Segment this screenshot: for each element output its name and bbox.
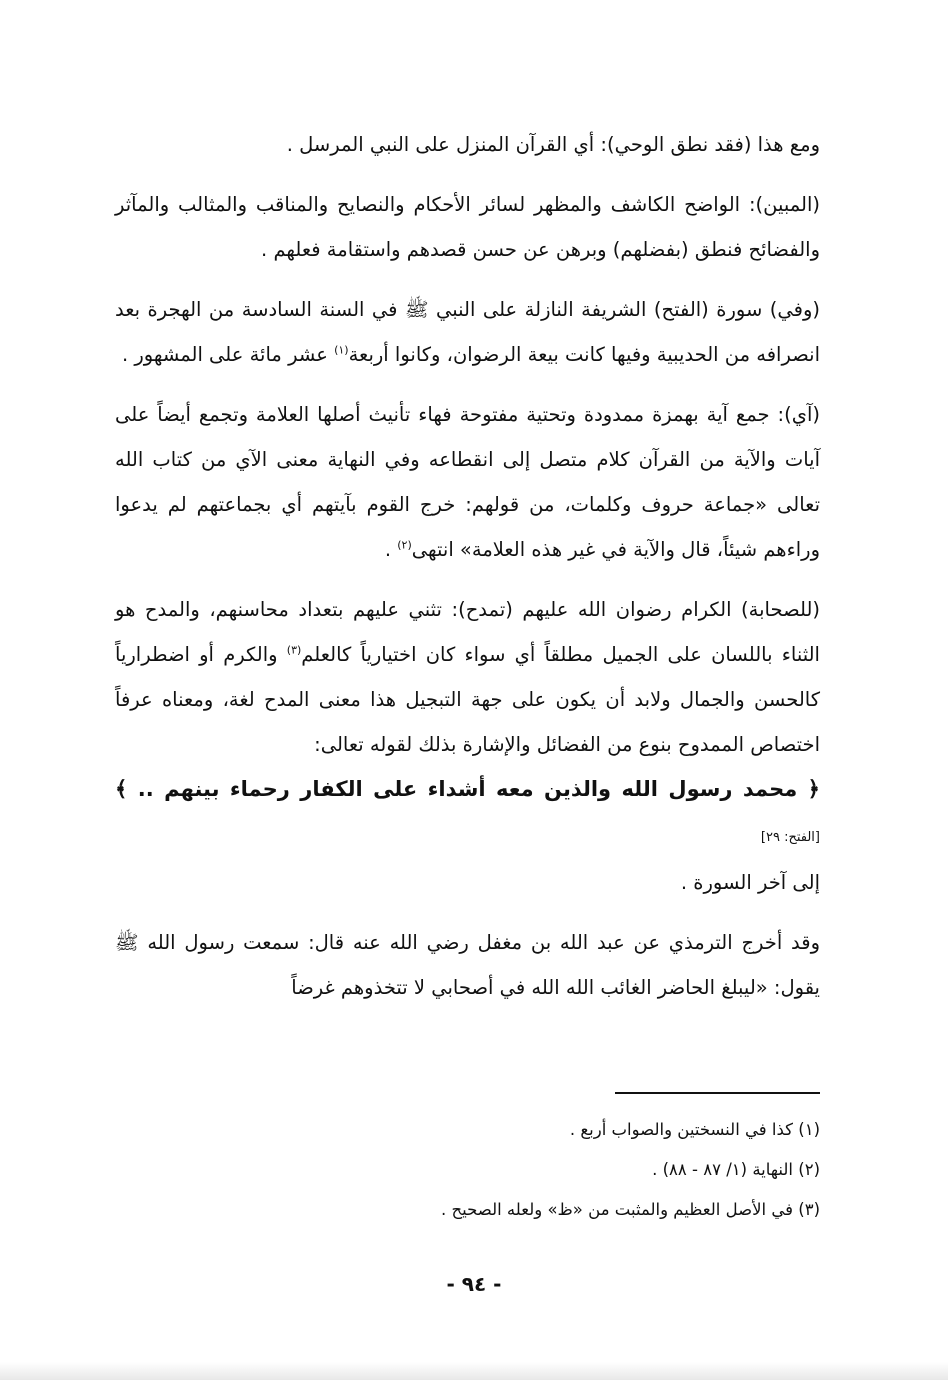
paragraph-text xyxy=(115,392,820,572)
paragraph-text xyxy=(115,287,820,377)
text-run: والكرم أو اضطرارياً كالحسن والجمال ولابد أن يكون على جهة التبجيل هذا معنى المدح لغة، ومعناه عرفاً اختصاص الممدوح بنوع من الفضائل والإشارة بذلك لقوله تعالى: xyxy=(115,643,820,756)
paragraph-mubin xyxy=(115,182,820,272)
verse-reference: [الفتح: ٢٩] xyxy=(760,830,820,845)
paragraph-ay xyxy=(115,392,820,572)
paragraph-text: ومع هذا (فقد نطق الوحي): أي القرآن المنزل على النبي المرسل . xyxy=(286,133,820,156)
text-run: (وفي) سورة (الفتح) الشريفة النازلة على النبي ﷺ في السنة السادسة من الهجرة بعد انصرافه من الحديبية وفيها كانت بيعة الرضوان، وكانوا أربعة xyxy=(115,298,820,366)
paragraph-sahaba xyxy=(115,587,820,905)
text-run: (آي): جمع آية بهمزة ممدودة وتحتية مفتوحة فهاء تأنيث أصلها العلامة وتجمع أيضاً على آيات والآية من القرآن كلام متصل إلى انقطاعه وفي النهاية معنى الآي من كتاب الله تعالى «جماعة حروف وكلمات، من قولهم: خرج القوم بآيتهم أي بجماعتهم لم يدعوا وراءهم شيئاً، قال والآية في غير هذه العلامة» انتهى xyxy=(115,403,820,561)
footnote-marker: (٢) xyxy=(397,538,412,552)
paragraph-tirmidhi xyxy=(115,920,820,1010)
paragraph-text: (المبين): الواضح الكاشف والمظهر لسائر الأحكام والنصايح والمناقب والمثالب والمآثر والفضائح فنطق (بفضلهم) وبرهن عن حسن قصدهم واستقامة فعلهم . xyxy=(115,193,820,261)
main-text xyxy=(115,122,820,1025)
footnote-item: (٣) في الأصل العظيم والمثبت من «ظ» ولعله الصحيح . xyxy=(441,1200,820,1219)
paragraph-text: وقد أخرج الترمذي عن عبد الله بن مغفل رضي الله عنه قال: سمعت رسول الله ﷺ يقول: «ليبلغ الحاضر الغائب الله الله في أصحابي لا تتخذوهم غرضاً xyxy=(115,931,820,999)
scan-edge xyxy=(0,1362,948,1380)
quran-verse-line xyxy=(115,767,820,860)
text-run: . xyxy=(384,538,398,561)
paragraph-text xyxy=(115,587,820,767)
footnote-item: (١) كذا في النسختين والصواب أربع . xyxy=(569,1120,820,1139)
page-number: - ٩٤ - xyxy=(446,1272,502,1296)
text-run: (للصحابة) الكرام رضوان الله عليهم (تمدح): تثني عليهم بتعداد محاسنهم، والمدح هو الثناء باللسان على الجميل مطلقاً أي سواء كان اختيارياً كالعلم xyxy=(115,598,820,666)
footnotes xyxy=(115,1110,820,1230)
text-run: عشر مائة على المشهور . xyxy=(121,343,335,366)
quran-verse: ﴿ محمد رسول الله والذين معه أشداء على الكفار رحماء بينهم .. ﴾ xyxy=(115,777,820,801)
paragraph-text: إلى آخر السورة . xyxy=(680,871,820,894)
footnote-marker: (١) xyxy=(334,343,349,357)
paragraph-fath xyxy=(115,287,820,377)
paragraph-wahy xyxy=(115,122,820,167)
footnote-marker: (٣) xyxy=(286,643,302,657)
footnote-item: (٢) النهاية (١/ ٨٧ - ٨٨) . xyxy=(652,1160,820,1179)
footnote-separator xyxy=(615,1092,820,1094)
